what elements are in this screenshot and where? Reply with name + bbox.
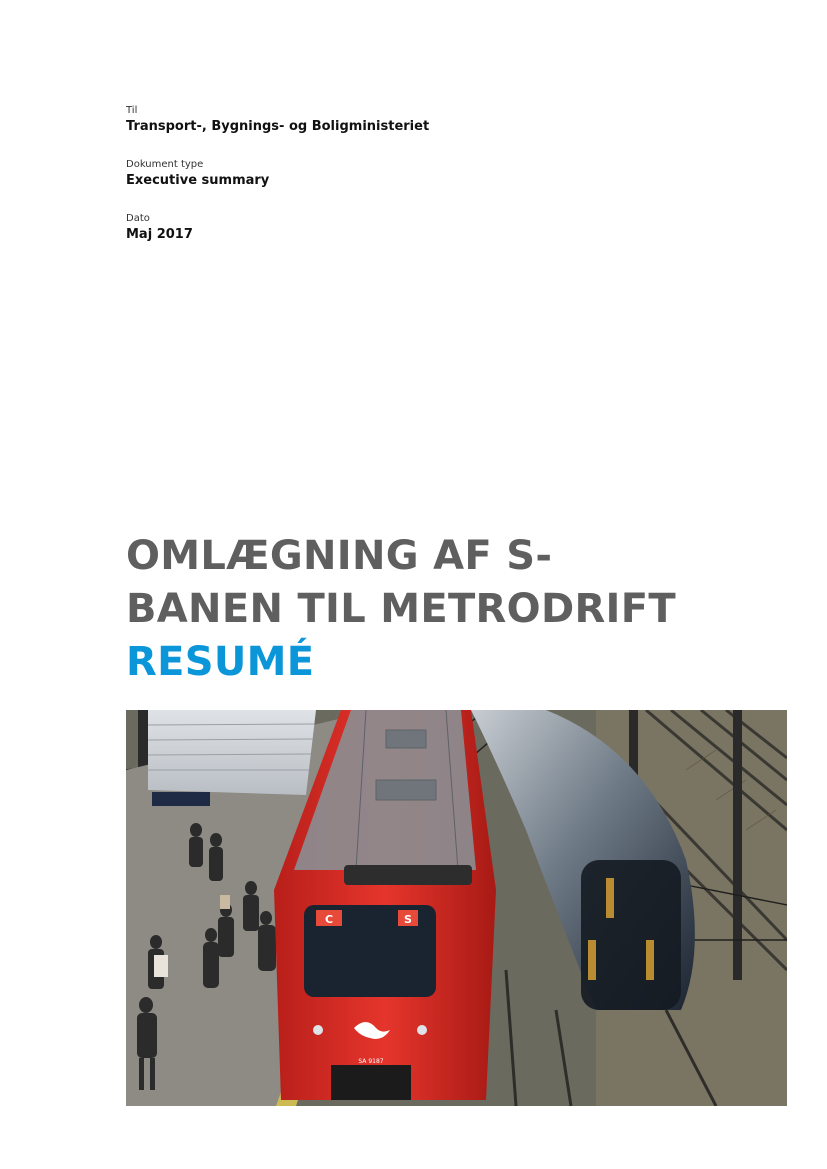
doctype-block (126, 158, 269, 190)
headlight-left (313, 1025, 323, 1035)
recipient-value: Transport-, Bygnings- og Boligministeriet (126, 119, 430, 134)
coupler (331, 1065, 411, 1100)
date-value: Maj 2017 (126, 227, 193, 242)
station-canopy (148, 710, 316, 795)
recipient-block (126, 104, 429, 136)
train-number: SA 9187 (358, 1058, 384, 1065)
doctype-value: Executive summary (126, 173, 270, 188)
blur-light-2 (588, 940, 596, 980)
document-title (126, 530, 786, 689)
route-letter-s: S (404, 913, 412, 926)
recipient-label: Til (126, 105, 138, 116)
cover-photo (126, 710, 787, 1106)
title-line-3: RESUMÉ (126, 639, 315, 685)
date-label: Dato (126, 213, 150, 224)
platform-sign (152, 792, 210, 806)
title-line-2: BANEN TIL METRODRIFT (126, 586, 676, 632)
title-line-1: OMLÆGNING AF S- (126, 533, 553, 579)
doctype-label: Dokument type (126, 159, 204, 170)
route-letter-c: C (324, 913, 334, 926)
blur-light-1 (606, 878, 614, 918)
pantograph-base (344, 865, 472, 885)
headlight-right (417, 1025, 427, 1035)
train-station-illustration (126, 710, 787, 1106)
blur-light-3 (646, 940, 654, 980)
date-block (126, 212, 193, 244)
